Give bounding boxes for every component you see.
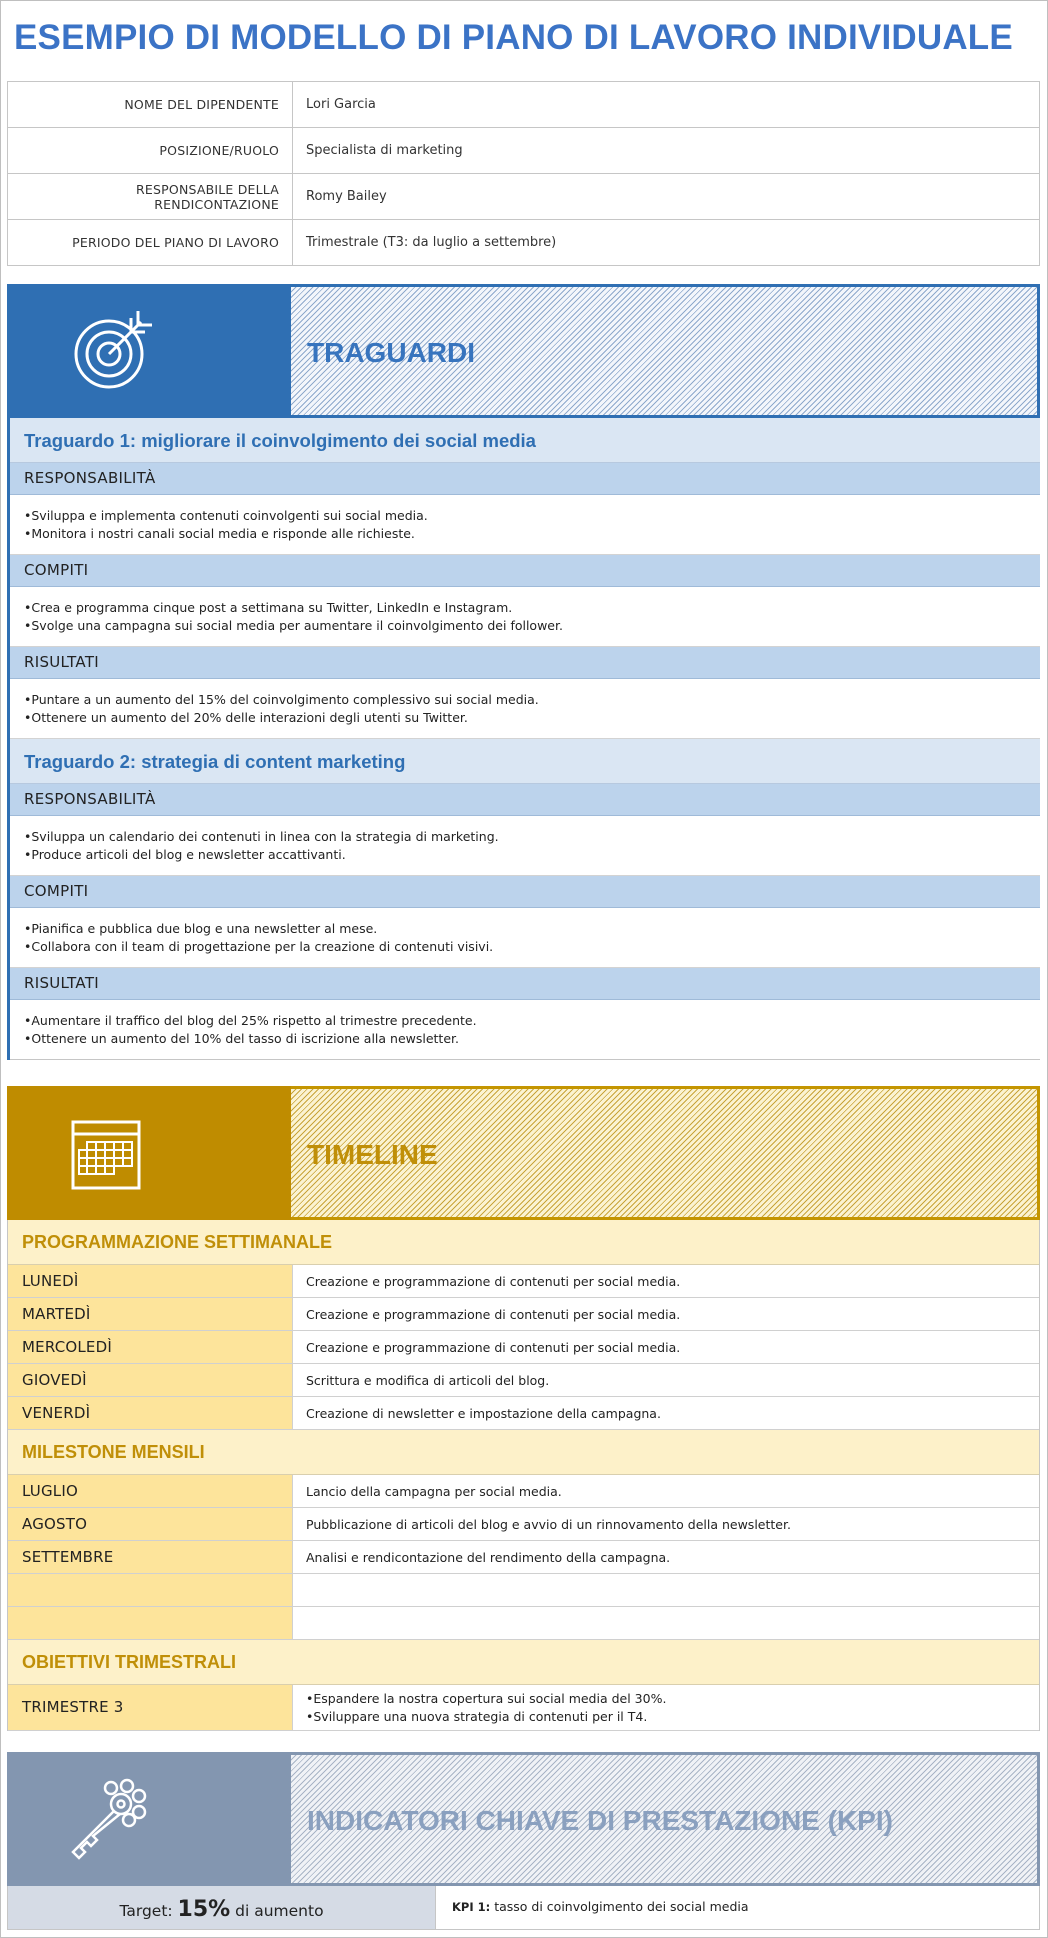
bullet-item: •Collabora con il team di progettazione per la creazione di contenuti visivi. — [24, 939, 494, 954]
info-row — [8, 128, 1040, 174]
bullet-item: •Crea e programma cinque post a settimana su Twitter, LinkedIn e Instagram. — [24, 600, 513, 615]
monthly-row — [8, 1541, 1039, 1574]
weekday-task[interactable]: Creazione e programmazione di contenuti per social media. — [306, 1307, 681, 1322]
month-label: AGOSTO — [8, 1508, 293, 1540]
kpi-target[interactable] — [8, 1886, 436, 1929]
monthly-row — [8, 1475, 1039, 1508]
weekly-row — [8, 1364, 1039, 1397]
weekly-heading: PROGRAMMAZIONE SETTIMANALE — [8, 1220, 1039, 1265]
goal-2-results[interactable] — [10, 1000, 1040, 1060]
weekday-label: MERCOLEDÌ — [8, 1331, 293, 1363]
weekday-task[interactable]: Scrittura e modifica di articoli del blog. — [306, 1373, 550, 1388]
weekly-row — [8, 1397, 1039, 1430]
bullet-item: •Sviluppa un calendario dei contenuti in linea con la strategia di marketing. — [24, 829, 499, 844]
weekday-label: MARTEDÌ — [8, 1298, 293, 1330]
kpi-description[interactable] — [436, 1886, 1039, 1929]
timeline-icon-box — [7, 1086, 291, 1220]
quarterly-row — [8, 1685, 1039, 1731]
target-icon — [69, 304, 159, 394]
info-row — [8, 220, 1040, 266]
weekly-row — [8, 1298, 1039, 1331]
info-row — [8, 82, 1040, 128]
goals-banner — [7, 284, 1040, 418]
weekday-label: LUNEDÌ — [8, 1265, 293, 1297]
bullet-item: •Puntare a un aumento del 15% del coinvolgimento complessivo sui social media. — [24, 692, 539, 707]
info-label: NOME DEL DIPENDENTE — [8, 82, 293, 128]
bullet-item: •Svolge una campagna sui social media per aumentare il coinvolgimento dei follower. — [24, 618, 563, 633]
quarter-objectives[interactable] — [293, 1685, 1039, 1730]
month-milestone[interactable] — [293, 1574, 1039, 1606]
goal-2-responsibilities[interactable] — [10, 816, 1040, 876]
bullet-item: •Ottenere un aumento del 10% del tasso di iscrizione alla newsletter. — [24, 1031, 459, 1046]
timeline-content — [7, 1220, 1040, 1731]
quarter-label: TRIMESTRE 3 — [8, 1685, 293, 1730]
monthly-row-empty — [8, 1607, 1039, 1640]
goal-2-tasks[interactable] — [10, 908, 1040, 968]
quarterly-heading: OBIETTIVI TRIMESTRALI — [8, 1640, 1039, 1685]
goals-section-title: TRAGUARDI — [307, 337, 475, 368]
weekday-task[interactable]: Creazione di newsletter e impostazione della campagna. — [306, 1406, 661, 1421]
monthly-row — [8, 1508, 1039, 1541]
kpi-target-value: 15% — [177, 1897, 231, 1922]
weekday-label: GIOVEDÌ — [8, 1364, 293, 1396]
kpi-target-prefix: Target: — [119, 1902, 178, 1920]
month-milestone[interactable] — [293, 1607, 1039, 1639]
month-label: LUGLIO — [8, 1475, 293, 1507]
key-icon — [63, 1774, 153, 1864]
goal-2-responsibilities-label: RESPONSABILITÀ — [10, 784, 1040, 816]
info-label: RESPONSABILE DELLA RENDICONTAZIONE — [8, 174, 293, 220]
bullet-item: •Monitora i nostri canali social media e risponde alle richieste. — [24, 526, 415, 541]
kpi-title-panel — [291, 1752, 1040, 1886]
bullet-item: •Sviluppa e implementa contenuti coinvolgenti sui social media. — [24, 508, 428, 523]
bullet-item: •Aumentare il traffico del blog del 25% rispetto al trimestre precedente. — [24, 1013, 477, 1028]
info-value[interactable]: Romy Bailey — [293, 174, 1040, 220]
kpi-text: tasso di coinvolgimento dei social media — [490, 1899, 749, 1914]
info-value[interactable]: Specialista di marketing — [293, 128, 1040, 174]
month-label — [8, 1607, 293, 1639]
month-milestone[interactable]: Lancio della campagna per social media. — [306, 1484, 562, 1499]
kpi-icon-box — [7, 1752, 291, 1886]
kpi-banner — [7, 1752, 1040, 1886]
goal-1-results-label: RISULTATI — [10, 647, 1040, 679]
goal-1-responsibilities[interactable] — [10, 495, 1040, 555]
goal-1-results[interactable] — [10, 679, 1040, 739]
info-label: PERIODO DEL PIANO DI LAVORO — [8, 220, 293, 266]
weekly-row — [8, 1265, 1039, 1298]
kpi-target-suffix: di aumento — [230, 1902, 324, 1920]
bullet-item: •Ottenere un aumento del 20% delle interazioni degli utenti su Twitter. — [24, 710, 468, 725]
calendar-icon — [71, 1120, 141, 1190]
employee-info-table — [7, 81, 1040, 266]
goal-1-tasks[interactable] — [10, 587, 1040, 647]
weekday-label: VENERDÌ — [8, 1397, 293, 1429]
weekly-row — [8, 1331, 1039, 1364]
info-label: POSIZIONE/RUOLO — [8, 128, 293, 174]
info-row — [8, 174, 1040, 220]
goal-1-responsibilities-label: RESPONSABILITÀ — [10, 463, 1040, 495]
bullet-item: •Sviluppare una nuova strategia di contenuti per il T4. — [306, 1709, 648, 1724]
month-label — [8, 1574, 293, 1606]
weekday-task[interactable]: Creazione e programmazione di contenuti per social media. — [306, 1274, 681, 1289]
goal-1-heading: Traguardo 1: migliorare il coinvolgimento dei social media — [10, 418, 1040, 463]
kpi-section-title: INDICATORI CHIAVE DI PRESTAZIONE (KPI) — [307, 1805, 893, 1836]
timeline-section-title: TIMELINE — [307, 1139, 438, 1170]
monthly-heading: MILESTONE MENSILI — [8, 1430, 1039, 1475]
bullet-item: •Espandere la nostra copertura sui social media del 30%. — [306, 1691, 667, 1706]
timeline-title-panel — [291, 1086, 1040, 1220]
bullet-item: •Pianifica e pubblica due blog e una newsletter al mese. — [24, 921, 378, 936]
goal-2-tasks-label: COMPITI — [10, 876, 1040, 908]
goals-title-panel — [291, 284, 1040, 418]
goals-icon-box — [7, 284, 291, 418]
page-title: ESEMPIO DI MODELLO DI PIANO DI LAVORO INDIVIDUALE — [14, 18, 1013, 57]
goal-1-tasks-label: COMPITI — [10, 555, 1040, 587]
goal-2-heading: Traguardo 2: strategia di content marketing — [10, 739, 1040, 784]
timeline-banner — [7, 1086, 1040, 1220]
goal-2-results-label: RISULTATI — [10, 968, 1040, 1000]
kpi-row — [7, 1886, 1040, 1930]
monthly-row-empty — [8, 1574, 1039, 1607]
goals-content — [7, 418, 1040, 1060]
month-milestone[interactable]: Pubblicazione di articoli del blog e avvio di un rinnovamento della newsletter. — [306, 1517, 791, 1532]
info-value[interactable]: Trimestrale (T3: da luglio a settembre) — [293, 220, 1040, 266]
weekday-task[interactable]: Creazione e programmazione di contenuti per social media. — [306, 1340, 681, 1355]
bullet-item: •Produce articoli del blog e newsletter accattivanti. — [24, 847, 346, 862]
month-milestone[interactable]: Analisi e rendicontazione del rendimento della campagna. — [306, 1550, 671, 1565]
kpi-label: KPI 1: — [452, 1900, 491, 1914]
month-label: SETTEMBRE — [8, 1541, 293, 1573]
info-value[interactable]: Lori Garcia — [293, 82, 1040, 128]
